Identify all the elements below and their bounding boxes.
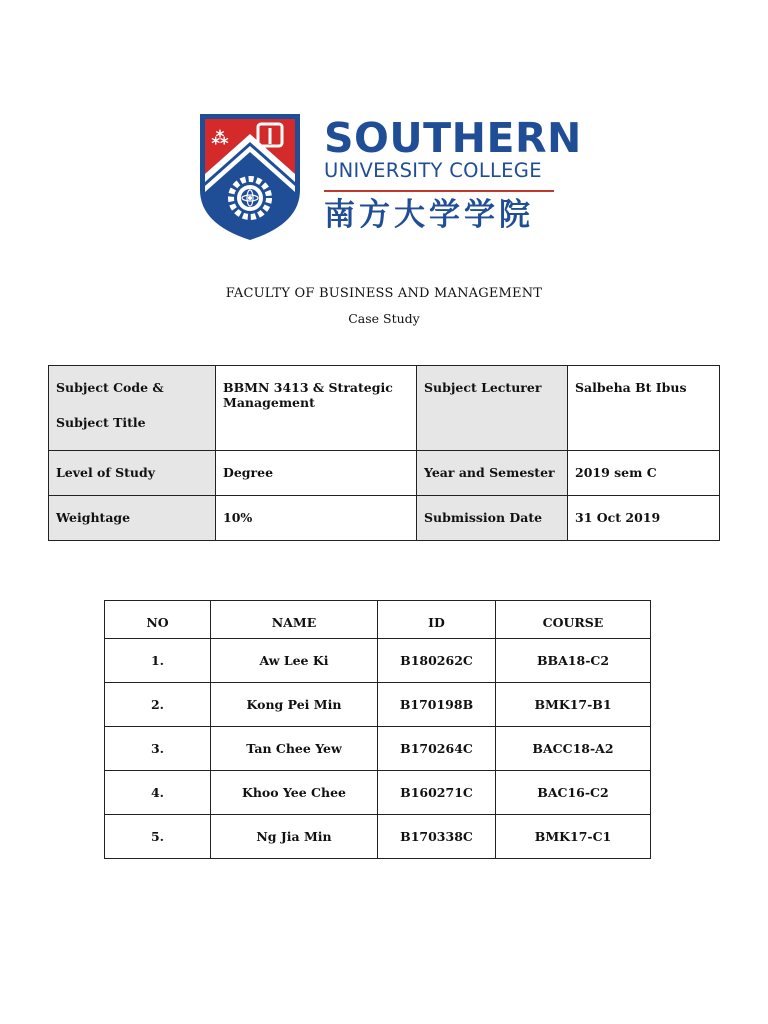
member-course: BMK17-B1 <box>496 683 651 727</box>
member-name: Tan Chee Yew <box>211 727 378 771</box>
level-row <box>49 451 720 496</box>
lecturer-value: Salbeha Bt Ibus <box>568 366 720 451</box>
subject-value: BBMN 3413 & Strategic Management <box>216 366 417 451</box>
table-row <box>105 771 651 815</box>
subject-info-table <box>48 365 720 541</box>
member-no: 5. <box>105 815 211 859</box>
member-id: B180262C <box>378 639 496 683</box>
member-no: 4. <box>105 771 211 815</box>
subject-row <box>49 366 720 451</box>
member-no: 1. <box>105 639 211 683</box>
column-header-id: ID <box>378 601 496 639</box>
member-id: B160271C <box>378 771 496 815</box>
table-row <box>105 727 651 771</box>
university-crest-icon <box>198 112 302 242</box>
table-row <box>105 683 651 727</box>
lecturer-label: Subject Lecturer <box>417 366 568 451</box>
document-type: Case Study <box>348 311 420 326</box>
university-logo <box>198 112 582 244</box>
weightage-row <box>49 496 720 541</box>
member-id: B170264C <box>378 727 496 771</box>
member-id: B170198B <box>378 683 496 727</box>
subject-code-label: Subject Code & <box>56 380 164 395</box>
member-course: BMK17-C1 <box>496 815 651 859</box>
level-value: Degree <box>216 451 417 496</box>
member-name: Ng Jia Min <box>211 815 378 859</box>
table-row <box>105 639 651 683</box>
group-members-table <box>104 600 651 859</box>
member-name: Khoo Yee Chee <box>211 771 378 815</box>
member-course: BAC16-C2 <box>496 771 651 815</box>
member-course: BBA18-C2 <box>496 639 651 683</box>
column-header-course: COURSE <box>496 601 651 639</box>
university-name-line2: UNIVERSITY COLLEGE <box>324 159 542 182</box>
level-label: Level of Study <box>49 451 216 496</box>
table-row <box>105 815 651 859</box>
subject-label-cell <box>49 366 216 451</box>
member-name: Aw Lee Ki <box>211 639 378 683</box>
year-value: 2019 sem C <box>568 451 720 496</box>
submission-value: 31 Oct 2019 <box>568 496 720 541</box>
table-header-row <box>105 601 651 639</box>
submission-label: Submission Date <box>417 496 568 541</box>
member-id: B170338C <box>378 815 496 859</box>
member-no: 2. <box>105 683 211 727</box>
logo-divider <box>324 190 554 192</box>
column-header-no: NO <box>105 601 211 639</box>
member-name: Kong Pei Min <box>211 683 378 727</box>
year-label: Year and Semester <box>417 451 568 496</box>
subject-title-label: Subject Title <box>56 415 146 430</box>
column-header-name: NAME <box>211 601 378 639</box>
university-name <box>324 116 582 237</box>
weightage-label: Weightage <box>49 496 216 541</box>
university-chinese-name: 南方大学学院 <box>324 197 534 233</box>
weightage-value: 10% <box>216 496 417 541</box>
faculty-heading: FACULTY OF BUSINESS AND MANAGEMENT <box>225 286 543 301</box>
member-no: 3. <box>105 727 211 771</box>
member-course: BACC18-A2 <box>496 727 651 771</box>
svg-text:⁂: ⁂ <box>211 129 229 149</box>
university-name-line1: SOUTHERN <box>324 114 582 162</box>
